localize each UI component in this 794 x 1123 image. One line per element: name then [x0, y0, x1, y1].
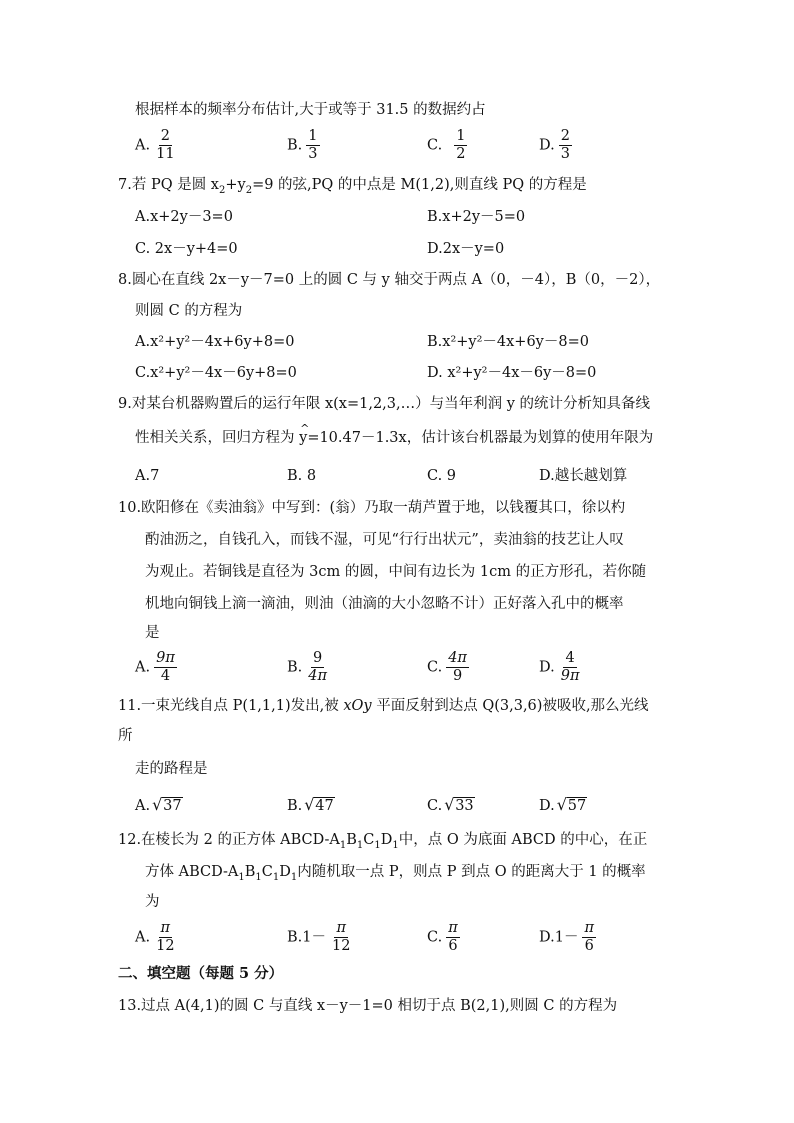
q10-stem-line3: 为观止。若铜钱是直径为 3cm 的圆，中间有边长为 1cm 的正方形孔，若你随 — [145, 564, 647, 580]
q10-option-d: D. $\frac{4}{9\pi}$ — [539, 650, 580, 684]
q11-option-b: B.√ 47 — [287, 796, 335, 816]
q12-stem-line3: 为 — [145, 894, 160, 910]
q8-option-b: B.x²+y²－4x+6y－8=0 — [427, 334, 589, 350]
q12-option-d: D.1－ $\frac{\pi}{6}$ — [539, 920, 594, 954]
q7-option-d: D.2x－y=0 — [427, 241, 505, 257]
q8-stem-line2: 则圆 C 的方程为 — [135, 303, 243, 319]
q9-option-a: A.7 — [135, 468, 160, 484]
q10-option-c: C. $\frac{4\pi}{9}$ — [427, 650, 467, 684]
q11-stem-line2: 所 — [118, 728, 133, 744]
q12-option-b: B.1－ $\frac{\pi}{12}$ — [287, 920, 351, 954]
q8-stem-line1: 8.圆心在直线 2x－y－7=0 上的圆 C 与 y 轴交于两点 A（0，－4），B（0，－2）， — [118, 272, 661, 288]
q10-stem-line1: 10.欧阳修在《卖油翁》中写到：(翁）乃取一葫芦置于地，以钱覆其口，徐以杓 — [118, 500, 626, 516]
q10-stem-line2: 酌油沥之，自钱孔入，而钱不湿，可见“行行出状元”，卖油翁的技艺让人叹 — [145, 532, 624, 548]
q10-option-a: A. $\frac{9\pi}{4}$ — [135, 650, 175, 684]
q9-option-b: B. 8 — [287, 468, 317, 484]
q6-stem-tail: 根据样本的频率分布估计,大于或等于 31.5 的数据约占 — [135, 102, 486, 118]
q12-option-a: A. $\frac{\pi}{12}$ — [135, 920, 175, 954]
q11-option-a: A.√ 37 — [135, 796, 183, 816]
q7-stem: 7.若 PQ 是圆 $x_2+y_2=9$ 的弦,PQ 的中点是 M(1,2),则直线 PQ 的方程是 — [118, 177, 587, 196]
q9-option-d: D.越长越划算 — [539, 468, 628, 484]
q8-option-a: A.x²+y²－4x+6y+8=0 — [135, 334, 295, 350]
q12-stem-line1: 12.在棱长为 2 的正方体 ABCD-$A_1B_1C_1D_1$中，点 O 为底面 ABCD 的中心，在正 — [118, 832, 648, 851]
q6-option-a: A. $\frac{2}{11}$ — [135, 128, 175, 162]
q10-stem-line4: 机地向铜钱上滴一滴油，则油（油滴的大小忽略不计）正好落入孔中的概率 — [145, 596, 624, 612]
q8-option-d: D. x²+y²－4x－6y－8=0 — [427, 365, 597, 381]
q9-stem-line1: 9.对某台机器购置后的运行年限 x(x=1,2,3,…）与当年利润 y 的统计分析知具备线 — [118, 396, 651, 412]
q6-option-d: D. $\frac{2}{3}$ — [539, 128, 570, 162]
q6-option-c: C. $\frac{1}{2}$ — [427, 128, 466, 162]
q10-option-b: B. $\frac{9}{4\pi}$ — [287, 650, 328, 684]
q7-option-a: A.x+2y－3=0 — [135, 209, 233, 225]
q11-stem-line3: 走的路程是 — [135, 761, 208, 777]
q9-stem-line2: 性相关关系，回归方程为 ^ y=10.47－1.3x，估计该台机器最为划算的使用年限为 — [135, 428, 653, 448]
q11-option-d: D.√ 57 — [539, 796, 587, 816]
q8-option-c: C.x²+y²－4x－6y+8=0 — [135, 365, 297, 381]
q10-stem-line5: 是 — [145, 625, 160, 641]
q11-option-c: C.√ 33 — [427, 796, 475, 816]
q12-stem-line2: 方体 ABCD-$A_1B_1C_1D_1$内随机取一点 P，则点 P 到点 O 的距离大于 1 的概率 — [145, 864, 646, 883]
q6-option-b: B. $\frac{1}{3}$ — [287, 128, 318, 162]
q7-option-b: B.x+2y－5=0 — [427, 209, 526, 225]
q9-option-c: C. 9 — [427, 468, 457, 484]
q7-option-c: C. 2x－y+4=0 — [135, 241, 238, 257]
q11-stem-line1: 11.一束光线自点 P(1,1,1)发出,被 xOy 平面反射到达点 Q(3,3,6)被吸收,那么光线 — [118, 698, 649, 714]
q12-option-c: C. $\frac{\pi}{6}$ — [427, 920, 458, 954]
q13-stem: 13.过点 A(4,1)的圆 C 与直线 x－y－1=0 相切于点 B(2,1),则圆 C 的方程为 — [118, 998, 618, 1014]
section-heading-fill-in: 二、填空题（每题 5 分） — [118, 965, 284, 982]
